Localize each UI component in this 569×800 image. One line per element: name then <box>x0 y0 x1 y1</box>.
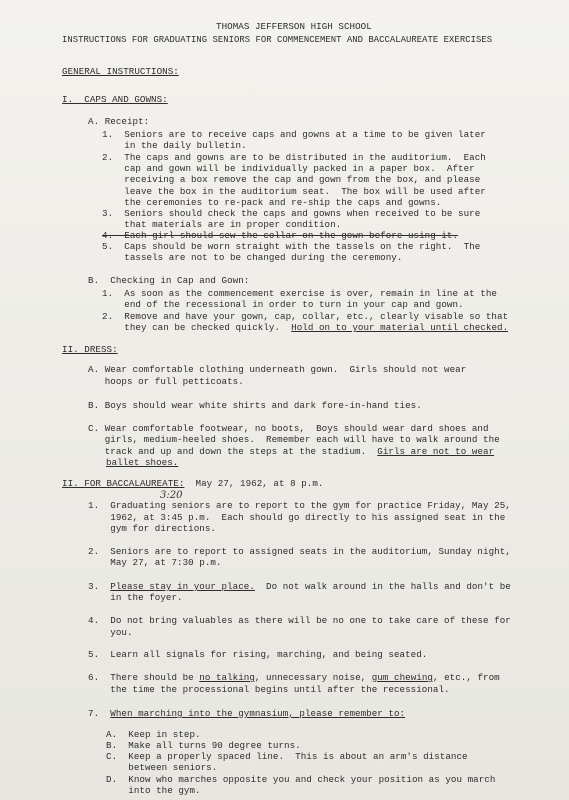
handwritten-time-note: 3:20 <box>160 490 183 501</box>
receipt-line: that materials are in proper condition. <box>102 219 342 230</box>
ballet-emphasis-continued: ballet shoes. <box>106 457 179 468</box>
receipt-heading: A. Receipt: <box>88 116 150 127</box>
receipt-line: the ceremonies to re-pack and re-ship the caps and gowns. <box>102 197 442 208</box>
checking-in-heading: B. Checking in Cap and Gown: <box>88 275 250 286</box>
school-name: THOMAS JEFFERSON HIGH SCHOOL <box>216 21 372 32</box>
receipt-line: 5. Caps should be worn straight with the tassels on the right. The <box>102 241 481 252</box>
marching-sub-line: between seniors. <box>106 762 218 773</box>
checking-line: 2. Remove and have your gown, cap, collar, etc., clearly visable so that <box>102 311 509 322</box>
receipt-line: receiving a box remove the cap and gown from the box, and please <box>102 174 481 185</box>
dress-line: C. Wear comfortable footwear, no boots, Boys should wear dard shoes and <box>88 423 489 434</box>
bacc-line: 2. Seniors are to report to assigned seats in the auditorium, Sunday night, <box>88 546 511 557</box>
bacc-line: 5. Learn all signals for rising, marching, and being seated. <box>88 649 428 660</box>
bacc-line-text: 6. There should be <box>88 672 200 683</box>
dress-line-text: track and up and down the steps at the stadium. <box>88 446 378 457</box>
bacc-line: 1. Graduating seniors are to report to the gym for practice Friday, May 25, <box>88 500 511 511</box>
general-instructions-heading: GENERAL INSTRUCTIONS: <box>62 66 179 77</box>
section-caps-gowns-heading: I. CAPS AND GOWNS: <box>62 94 168 105</box>
receipt-line: 3. Seniors should check the caps and gowns when received to be sure <box>102 208 481 219</box>
checking-line-text: they can be checked quickly. <box>102 322 292 333</box>
bacc-line-wrap <box>88 672 500 683</box>
dress-line-wrap <box>88 446 494 457</box>
baccalaureate-date: May 27, 1962, at 8 p.m. <box>184 478 324 489</box>
receipt-line-struck: 4. Each girl should sew the collar on the gown before using it. <box>102 230 459 241</box>
marching-sub-line: B. Make all turns 90 degree turns. <box>106 740 301 751</box>
marching-sub-line: D. Know who marches opposite you and check your position as you march <box>106 774 496 785</box>
checking-line: 1. As soon as the commencement exercise is over, remain in line at the <box>102 288 498 299</box>
stay-in-place-emphasis: Please stay in your place. <box>110 581 255 592</box>
bacc-line: you. <box>88 627 133 638</box>
dress-line: hoops or full petticoats. <box>88 376 244 387</box>
receipt-line: cap and gown will be individually packed in a paper box. After <box>102 163 475 174</box>
bacc-line: in the foyer. <box>88 592 183 603</box>
marching-emphasis: When marching into the gymnasium, please remember to: <box>110 708 406 719</box>
dress-line: B. Boys should wear white shirts and dark fore-in-hand ties. <box>88 400 422 411</box>
bacc-line: the time the processional begins until after the recessional. <box>88 684 450 695</box>
section-baccalaureate-heading: II. FOR BACCALAUREATE: <box>62 478 185 489</box>
section-dress-heading: II. DRESS: <box>62 344 118 355</box>
bacc-item-number: 7. <box>88 708 111 719</box>
bacc-line: 4. Do not bring valuables as there will be no one to take care of these for <box>88 615 511 626</box>
dress-line: A. Wear comfortable clothing underneath gown. Girls should not wear <box>88 364 467 375</box>
marching-sub-line: C. Keep a properly spaced line. This is about an arm's distance <box>106 751 468 762</box>
bacc-line-text: , unnecessary noise, <box>254 672 372 683</box>
receipt-line: leave the box in the auditorium seat. The box will be used after <box>102 186 486 197</box>
marching-sub-line: A. Keep in step. <box>106 729 201 740</box>
marching-sub-line: into the gym. <box>106 785 201 796</box>
document-title: INSTRUCTIONS FOR GRADUATING SENIORS FOR COMMENCEMENT AND BACCALAUREATE EXERCISES <box>62 35 493 45</box>
ballet-emphasis: Girls are not to wear <box>377 446 495 457</box>
hold-material-emphasis: Hold on to your material until checked. <box>291 322 509 333</box>
bacc-line-text: Do not walk around in the halls and don't be <box>254 581 511 592</box>
receipt-line: 2. The caps and gowns are to be distributed in the auditorium. Each <box>102 152 486 163</box>
bacc-line: gym for directions. <box>88 523 216 534</box>
checking-line-wrap <box>102 322 508 333</box>
bacc-line-text: , etc., from <box>432 672 500 683</box>
bacc-line: May 27, at 7:30 p.m. <box>88 557 222 568</box>
bacc-line-wrap <box>88 708 405 719</box>
gum-chewing-emphasis: gum chewing <box>371 672 433 683</box>
bacc-line: 1962, at 3:45 p.m. Each should go directly to his assigned seat in the <box>88 512 506 523</box>
no-talking-emphasis: no talking <box>199 672 255 683</box>
bacc-item-number: 3. <box>88 581 111 592</box>
receipt-line: tassels are not to be changed during the ceremony. <box>102 252 403 263</box>
receipt-line: in the daily bulletin. <box>102 140 247 151</box>
dress-line: girls, medium-heeled shoes. Remember each will have to walk around the <box>88 434 500 445</box>
bacc-line-wrap <box>88 581 511 592</box>
receipt-line: 1. Seniors are to receive caps and gowns at a time to be given later <box>102 129 486 140</box>
checking-line: end of the recessional in order to turn in your cap and gown. <box>102 299 464 310</box>
section-baccalaureate-heading-wrap <box>62 478 324 489</box>
